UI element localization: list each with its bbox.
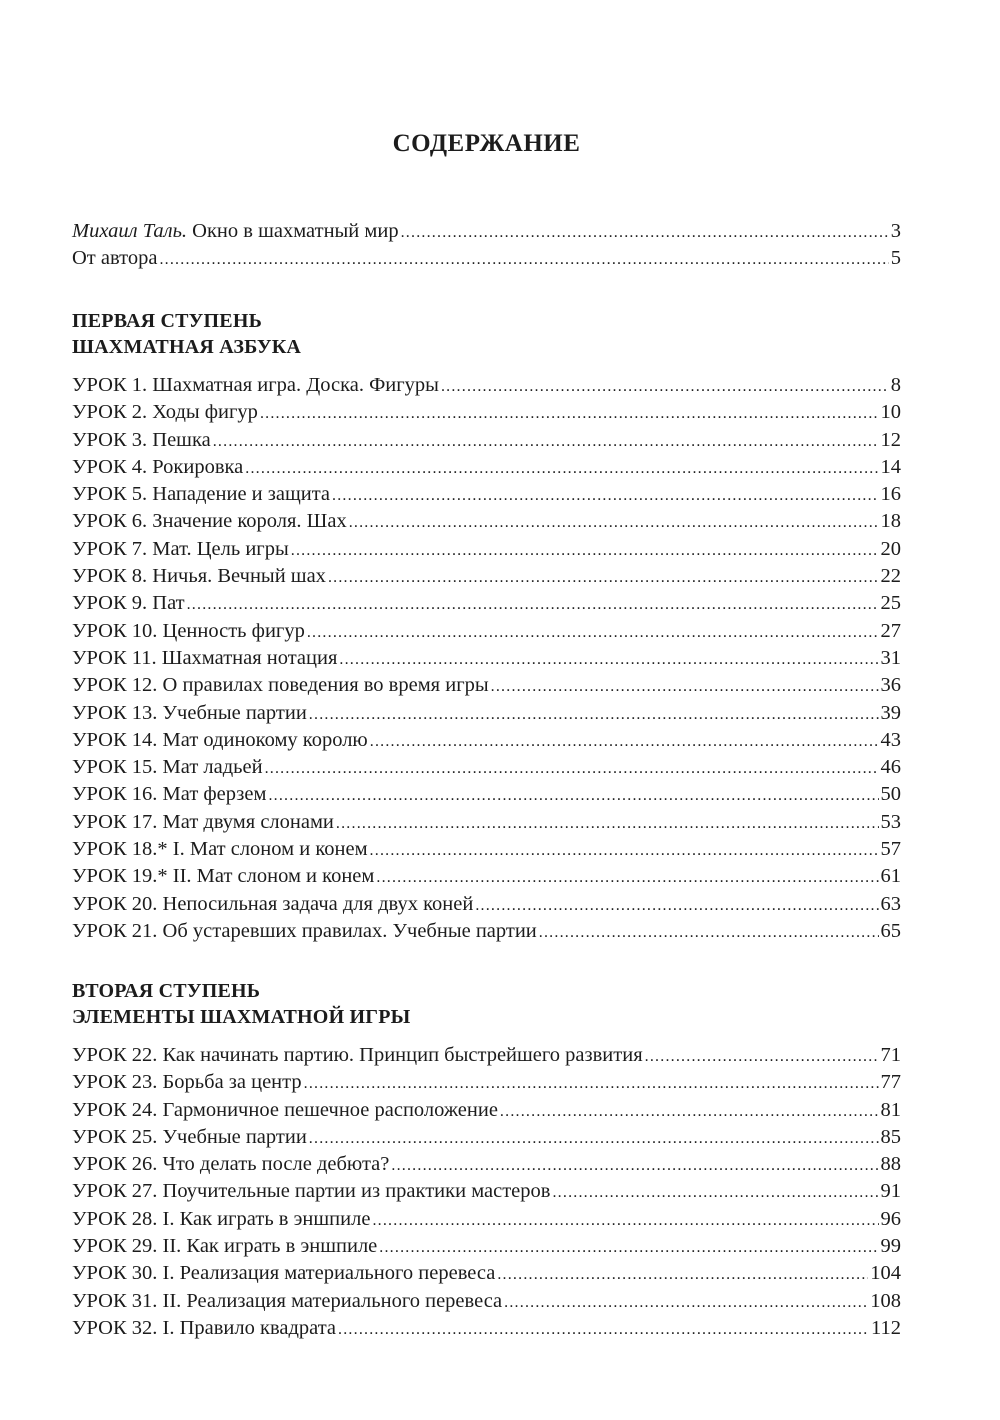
dot-leader [245, 455, 878, 482]
toc-entry [72, 218, 901, 245]
dot-leader [332, 482, 878, 509]
dot-leader [159, 246, 888, 273]
toc-entry [72, 399, 901, 426]
toc-entry [72, 245, 901, 272]
dot-leader [370, 728, 879, 755]
toc-entry-text: УРОК 9. Пат [72, 592, 185, 615]
dot-leader [309, 1125, 879, 1152]
toc-entry [72, 918, 901, 945]
toc-entry [72, 372, 901, 399]
toc-entry [72, 809, 901, 836]
toc-entry-page: 85 [880, 1125, 901, 1148]
toc-entry-page: 63 [880, 892, 901, 915]
toc-entry [72, 536, 901, 563]
toc-entry-text: УРОК 25. Учебные партии [72, 1125, 307, 1148]
toc-entry [72, 1124, 901, 1151]
toc-entry-text: УРОК 21. Об устаревших правилах. Учебные партии [72, 919, 537, 942]
toc-entry-text: УРОК 13. Учебные партии [72, 701, 307, 724]
toc-entry [72, 836, 901, 863]
toc-entry-text: УРОК 14. Мат одинокому королю [72, 728, 368, 751]
section-heading-2 [72, 978, 901, 1030]
toc-entry-text: УРОК 4. Рокировка [72, 455, 244, 478]
dot-leader [379, 1234, 878, 1261]
toc-entry-page: 104 [870, 1262, 901, 1285]
toc-entry-page: 14 [880, 455, 901, 478]
toc-entry-page: 5 [890, 247, 901, 270]
toc-entry-text: УРОК 5. Нападение и защита [72, 483, 331, 506]
toc-entry-text: УРОК 7. Мат. Цель игры [72, 537, 289, 560]
toc-entry-text: УРОК 28. I. Как играть в эншпиле [72, 1207, 371, 1230]
section-entries-2 [72, 1042, 901, 1342]
dot-leader [349, 509, 879, 536]
toc-entry-text: УРОК 12. О правилах поведения во время игры [72, 674, 489, 697]
toc-entry-page: 36 [880, 674, 901, 697]
toc-entry-page: 20 [880, 537, 901, 560]
toc-entry-page: 91 [880, 1180, 901, 1203]
toc-entry [72, 781, 901, 808]
toc-entry [72, 672, 901, 699]
toc-entry-page: 61 [880, 865, 901, 888]
toc-entry-page: 27 [880, 619, 901, 642]
section-heading-1 [72, 308, 901, 360]
toc-entry-text: УРОК 20. Непосильная задача для двух коней [72, 892, 474, 915]
toc-entry [72, 1288, 901, 1315]
toc-entry-text: УРОК 27. Поучительные партии из практики мастеров [72, 1180, 551, 1203]
toc-entry-text: УРОК 6. Значение короля. Шах [72, 510, 347, 533]
dot-leader [307, 619, 879, 646]
toc-entry-text: УРОК 8. Ничья. Вечный шах [72, 565, 326, 588]
section-heading-line: ШАХМАТНАЯ АЗБУКА [72, 336, 302, 358]
dot-leader [187, 591, 879, 618]
dot-leader [336, 810, 879, 837]
toc-entry-text: УРОК 16. Мат ферзем [72, 783, 267, 806]
toc-entry-page: 16 [880, 483, 901, 506]
toc-entry [72, 618, 901, 645]
toc-entry [72, 1260, 901, 1287]
toc-entry-title: От автора [72, 247, 158, 270]
toc-entry [72, 427, 901, 454]
toc-entry [72, 1097, 901, 1124]
toc-entry-page: 39 [880, 701, 901, 724]
toc-entry-author: Михаил Таль. [72, 220, 188, 242]
toc-entry-page: 99 [880, 1235, 901, 1258]
toc-entry-text: УРОК 31. II. Реализация материального перевеса [72, 1289, 503, 1312]
dot-leader [213, 428, 879, 455]
toc-entry [72, 1178, 901, 1205]
toc-entry-page: 22 [880, 565, 901, 588]
toc-entry [72, 891, 901, 918]
toc-entry-text: УРОК 32. I. Правило квадрата [72, 1316, 337, 1339]
toc-entry-text: УРОК 26. Что делать после дебюта? [72, 1153, 390, 1176]
section-heading-line: ВТОРАЯ СТУПЕНЬ [72, 980, 261, 1002]
toc-entry-text: УРОК 22. Как начинать партию. Принцип быстрейшего развития [72, 1044, 643, 1066]
toc-entry-page: 108 [870, 1289, 901, 1312]
toc-entry-page: 50 [880, 783, 901, 806]
toc-entry-page: 88 [880, 1153, 901, 1176]
dot-leader [497, 1261, 868, 1288]
toc-entry-text [72, 245, 157, 272]
section-heading-line: ЭЛЕМЕНТЫ ШАХМАТНОЙ ИГРЫ [72, 1006, 411, 1028]
toc-entry [72, 1233, 901, 1260]
dot-leader [500, 1098, 879, 1125]
toc-entry-page: 8 [890, 374, 901, 396]
toc-entry [72, 1315, 901, 1342]
toc-entry [72, 481, 901, 508]
toc-entry [72, 563, 901, 590]
toc-entry-text: УРОК 30. I. Реализация материального перевеса [72, 1262, 496, 1285]
toc-page [72, 0, 901, 1420]
toc-entry-text: УРОК 3. Пешка [72, 428, 211, 451]
dot-leader [376, 864, 878, 891]
toc-entry-page: 3 [890, 220, 901, 242]
toc-entry [72, 700, 901, 727]
toc-entry [72, 645, 901, 672]
section-entries-1 [72, 372, 901, 945]
toc-entry-page: 53 [880, 810, 901, 833]
toc-entry-text: УРОК 29. II. Как играть в эншпиле [72, 1235, 378, 1258]
dot-leader [268, 782, 878, 809]
dot-leader [370, 837, 879, 864]
toc-entry [72, 863, 901, 890]
dot-leader [491, 673, 879, 700]
toc-entry-text [72, 218, 399, 245]
toc-entry-text: УРОК 24. Гармоничное пешечное расположение [72, 1098, 498, 1121]
toc-entry-page: 81 [880, 1098, 901, 1121]
toc-entry-page: 12 [880, 428, 901, 451]
dot-leader [338, 1316, 869, 1343]
toc-entry-page: 57 [880, 838, 901, 861]
dot-leader [645, 1043, 879, 1070]
toc-entry-text: УРОК 11. Шахматная нотация [72, 646, 338, 669]
toc-entry [72, 727, 901, 754]
page-title: СОДЕРЖАНИЕ [392, 130, 581, 157]
toc-entry-page: 43 [880, 728, 901, 751]
toc-entry-page: 31 [880, 646, 901, 669]
toc-entry-page: 77 [880, 1071, 901, 1094]
toc-entry [72, 1069, 901, 1096]
toc-entry [72, 1206, 901, 1233]
toc-entry-title: Окно в шахматный мир [187, 220, 399, 242]
toc-entry [72, 1042, 901, 1069]
toc-entry-text: УРОК 10. Ценность фигур [72, 619, 305, 642]
toc-entry [72, 1151, 901, 1178]
toc-entry-page: 18 [880, 510, 901, 533]
toc-entry-text: УРОК 17. Мат двумя слонами [72, 810, 334, 833]
toc-entry [72, 508, 901, 535]
dot-leader [504, 1289, 868, 1316]
dot-leader [260, 400, 879, 427]
toc-entry-page: 46 [880, 756, 901, 779]
toc-entry-page: 10 [880, 401, 901, 424]
toc-entry-text: УРОК 19.* II. Мат слоном и конем [72, 865, 375, 888]
dot-leader [304, 1070, 879, 1097]
dot-leader [265, 755, 879, 782]
dot-leader [309, 701, 879, 728]
dot-leader [339, 646, 878, 673]
dot-leader [328, 564, 879, 591]
toc-entry-text: УРОК 23. Борьба за центр [72, 1071, 302, 1094]
toc-entry-page: 112 [871, 1316, 901, 1339]
toc-entry-text: УРОК 1. Шахматная игра. Доска. Фигуры [72, 374, 439, 396]
toc-entry-text: УРОК 15. Мат ладьей [72, 756, 263, 779]
dot-leader [552, 1179, 878, 1206]
toc-entry-page: 71 [880, 1044, 901, 1066]
dot-leader [391, 1152, 878, 1179]
dot-leader [291, 537, 879, 564]
dot-leader [475, 892, 878, 919]
dot-leader [539, 919, 879, 946]
dot-leader [441, 373, 889, 400]
dot-leader [372, 1207, 878, 1234]
toc-entry [72, 454, 901, 481]
toc-entry-text: УРОК 2. Ходы фигур [72, 401, 258, 424]
toc-entry-page: 96 [880, 1207, 901, 1230]
toc-entry [72, 754, 901, 781]
toc-entry-text: УРОК 18.* I. Мат слоном и конем [72, 838, 368, 861]
section-heading-line: ПЕРВАЯ СТУПЕНЬ [72, 310, 263, 332]
front-matter [72, 218, 901, 273]
dot-leader [401, 219, 889, 246]
toc-entry-page: 25 [880, 592, 901, 615]
toc-entry-page: 65 [880, 919, 901, 942]
toc-entry [72, 590, 901, 617]
